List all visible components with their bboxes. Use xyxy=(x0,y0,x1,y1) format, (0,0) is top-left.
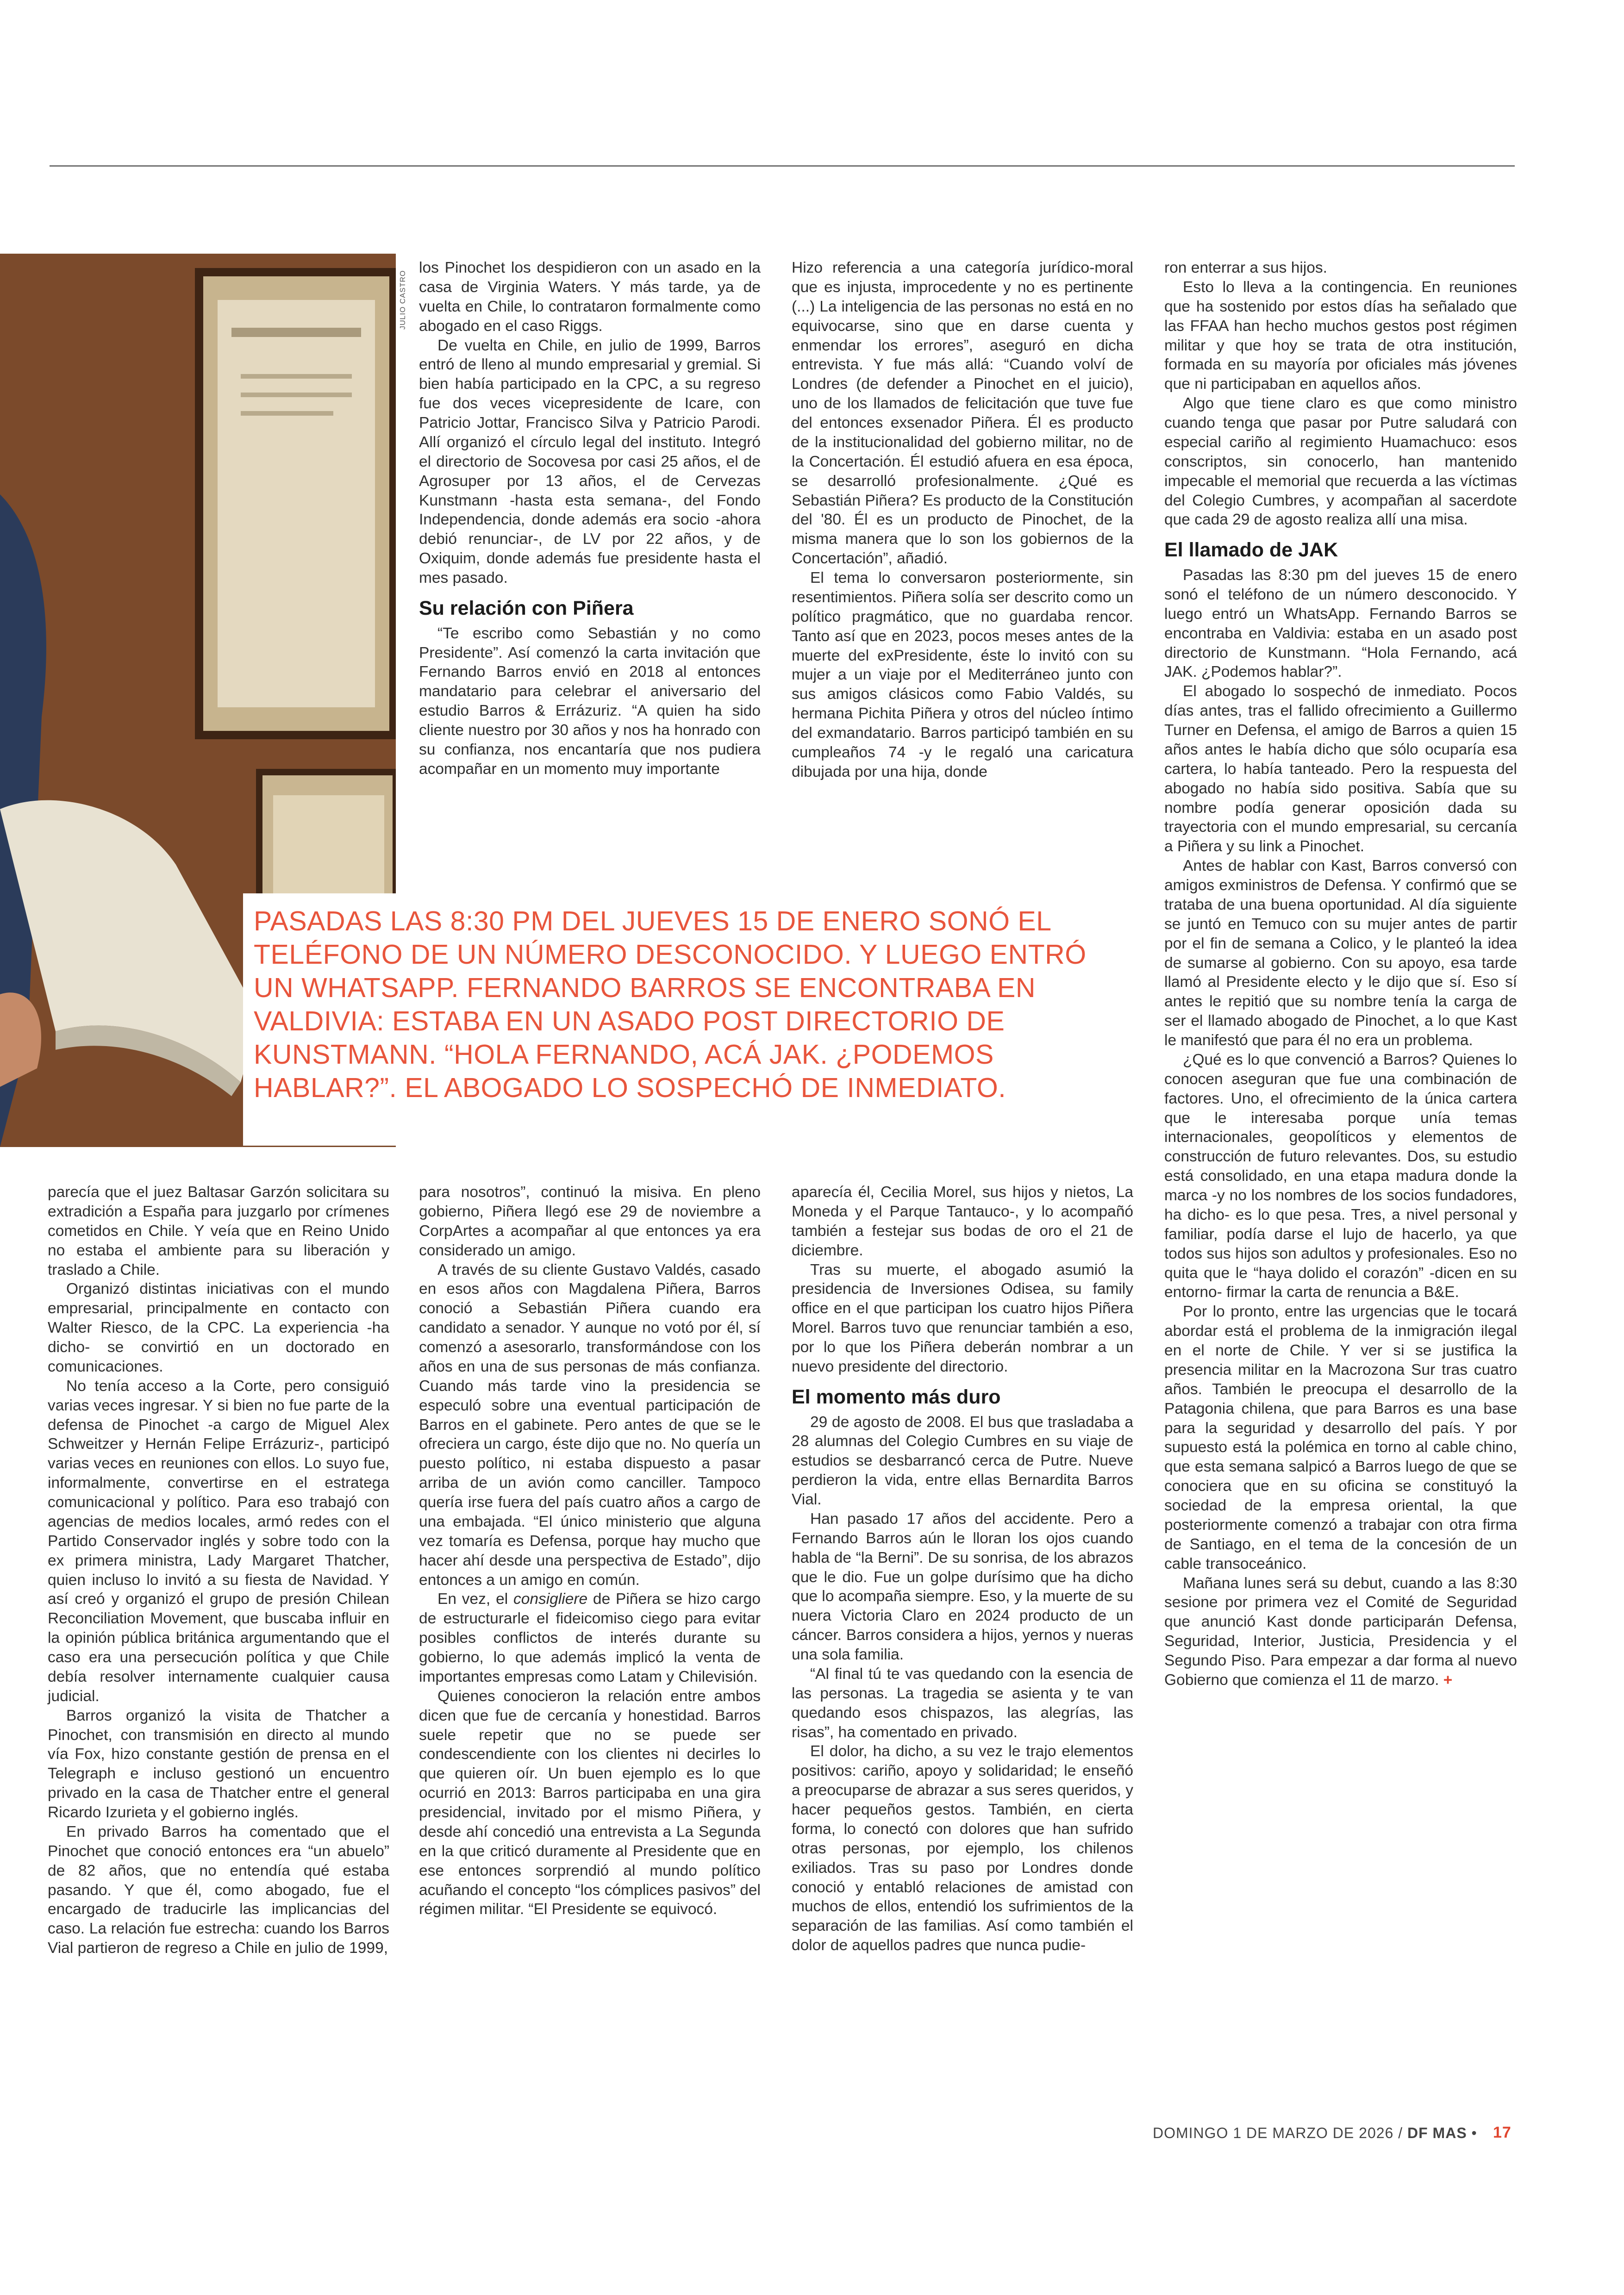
end-mark: + xyxy=(1443,1671,1453,1689)
page-footer xyxy=(1153,2124,1512,2142)
paragraph: Quienes conocieron la relación entre ambos dicen que fue de cercanía y honestidad. Barros suele repetir que no se puede ser condescendiente con los clientes ni decirles lo que quieren oír. Un buen ejemplo es lo que ocurrió en 2013: Barros participaba en una gira presidencial, invitado por el mismo Piñera, y desde ahí concedió una entrevista a La Segunda en la que criticó duramente al Presidente que en ese entonces sorprendió al mundo político acuñando el concepto “los cómplices pasivos” del régimen militar. “El Presidente se equivocó. xyxy=(419,1687,761,1918)
paragraph: ron enterrar a sus hijos. xyxy=(1164,259,1327,276)
pull-quote: PASADAS LAS 8:30 PM DEL JUEVES 15 DE ENERO SONÓ EL TELÉFONO DE UN NÚMERO DESCONOCIDO. Y LUEGO ENTRÓ UN WHATSAPP. FERNANDO BARROS SE ENCONTRABA EN VALDIVIA: ESTABA EN UN ASADO POST DIRECTORIO DE KUNSTMANN. “HOLA FERNANDO, ACÁ JAK. ¿PODEMOS HABLAR?”. EL ABOGADO LO SOSPECHÓ DE INMEDIATO. xyxy=(254,906,1087,1103)
section-heading-relacion: Su relación con Piñera xyxy=(419,597,634,619)
paragraph: No tenía acceso a la Corte, pero consiguió varias veces ingresar. Y si bien no fue parte de la defensa de Pinochet -a cargo de Miguel Alex Schweitzer y Hernán Felipe Errázuriz-, participó varias veces en reuniones con ellos. Lo suyo fue, informalmente, convertirse en el estratega comunicacional y político. Para eso trabajó con agencias de medios locales, armó redes con el Partido Conservador inglés y sobre todo con la ex primera ministra, Lady Margaret Thatcher, quien incluso lo invitó a su fiesta de Navidad. Y así creó y organizó el grupo de presión Chilean Reconciliation Movement, que buscaba influir en la opinión pública británica argumentando que el caso era una persecución política y que Chile debía resolver internamente cualquier causa judicial. xyxy=(48,1377,389,1705)
paragraph: Algo que tiene claro es que como ministro cuando tenga que pasar por Putre saludará con especial cariño al regimiento Huamachuco: esos conscriptos, sin conocerlo, han mantenido impecable el memorial que recuerda a las víctimas del Colegio Cumbres, y acompañan al sacerdote que cada 29 de agosto realiza allí una misa. xyxy=(1164,395,1517,529)
paragraph: Tras su muerte, el abogado asumió la presidencia de Inversiones Odisea, su family office en el que participan los cuatro hijos Piñera Morel. Barros tuvo que renunciar también a eso, por lo que los Piñera deberán nombrar a un nuevo presidente del directorio. xyxy=(792,1261,1133,1375)
paragraph: “Te escribo como Sebastián y no como Presidente”. Así comenzó la carta invitación que Fernando Barros envió en 2018 al entonces mandatario para celebrar el aniversario del estudio Barros & Errázuriz. “A quien ha sido cliente nuestro por 30 años y nos ha honrado con su confianza, nos encantaría que nos pudiera acompañar en un momento muy importante xyxy=(419,624,761,778)
paragraph: Hizo referencia a una categoría jurídico-moral que es injusta, improcedente y no es pertinente (...) La inteligencia de las personas no está en no equivocarse, sino que en darse cuenta y enmendar los errores”, aseguró en dicha entrevista. Y fue más allá: “Cuando volví de Londres (de defender a Pinochet en el juicio), uno de los llamados de felicitación que tuve fue del entonces exsenador Piñera. Él es producto de la institucionalidad del gobierno militar, no de la Concertación. Él estudió afuera en esa época, se desarrolló profesionalmente. ¿Qué es Sebastián Piñera? Es producto de la Constitución del '80. Él es un producto de Pinochet, de la misma manera que lo son los gobiernos de la Concertación”, añadió. xyxy=(792,259,1133,568)
italic-term: consigliere xyxy=(513,1590,588,1608)
paragraph: Por lo pronto, entre las urgencias que le tocará abordar está el problema de la inmigración ilegal en el norte de Chile. Y ver si se justifica la presencia militar en la Macrozona Sur tras cuatro años. También le preocupa el desarrollo de la Patagonia chilena, que para Barros es una base para la seguridad y desarrollo del país. Y por supuesto está la polémica en torno al cable chino, que esta semana salpicó a Barros luego de que se conociera que en su oficina se constituyó la sociedad de la empresa oriental, la que posteriormente comenzó a trabajar con otra firma de Santiago, en el tema de la concesión de un cable transoceánico. xyxy=(1164,1303,1517,1572)
paragraph-text: de Piñera se hizo cargo de estructurarle el fideicomiso ciego para evitar posibles conflictos de interés durante su gobierno, lo que además implicó la venta de importantes empresas como Latam y Chilevisión. xyxy=(419,1590,761,1685)
section-heading-momento: El momento más duro xyxy=(792,1385,1001,1408)
paragraph: El abogado lo sospechó de inmediato. Pocos días antes, tras el fallido ofrecimiento a Guillermo Turner en Defensa, el amigo de Barros a quien 15 años antes le había dicho que sólo ocuparía esa cartera, lo había tanteado. Pero la respuesta del abogado no había sido positiva. Sabía que su nombre podía generar oposición dada su trayectoria con el mundo empresarial, su cercanía a Piñera y su link a Pinochet. xyxy=(1164,683,1517,855)
page-number: 17 xyxy=(1493,2124,1512,2141)
bottom-column-3 xyxy=(792,1183,1133,1955)
paragraph: aparecía él, Cecilia Morel, sus hijos y nietos, La Moneda y el Parque Tantauco-, y lo acompañó también a festejar sus bodas de oro el 21 de diciembre. xyxy=(792,1184,1133,1259)
paragraph: Pasadas las 8:30 pm del jueves 15 de enero sonó el teléfono de un número desconocido. Y luego entró un WhatsApp. Fernando Barros se encontraba en Valdivia: estaba en un asado post directorio de Kunstmann. “Hola Fernando, acá JAK. ¿Podemos hablar?”. xyxy=(1164,567,1517,681)
right-column xyxy=(1164,258,1517,1690)
paragraph: ¿Qué es lo que convenció a Barros? Quienes lo conocen aseguran que fue una combinación de factores. Uno, el ofrecimiento de la única cartera que le interesaba porque unía temas internacionales, geopolíticos y elementos de construcción de futuro relevantes. Dos, su estudio está consolidado, en una etapa madura donde la marca -y no los nombres de los socios fundadores, ha dicho- es lo que pesa. Tres, a nivel personal y familiar, podía darse el lujo de hacerlo, ya que todos sus hijos son adultos y profesionales. Eso no quita que le “haya dolido el corazón” -dicen en su entorno- firmar la carta de renuncia a B&E. xyxy=(1164,1051,1517,1301)
paragraph xyxy=(419,1590,761,1686)
paragraph: El tema lo conversaron posteriormente, sin resentimientos. Piñera solía ser descrito como un político pragmático, que no guardaba rencor. Tanto así que en 2023, pocos meses antes de la muerte del exPresidente, éste lo invitó con su mujer a un viaje por el Mediterráneo junto con sus amigos clásicos como Fabio Valdés, su hermana Pichita Piñera y otros del núcleo íntimo del exmandatario. Barros participó también en su cumpleaños 74 -y le regaló una caricatura dibujada por una hija, donde xyxy=(792,569,1133,780)
paragraph: Han pasado 17 años del accidente. Pero a Fernando Barros aún le lloran los ojos cuando habla de “la Berni”. De su sonrisa, de los abrazos que le dio. Fue un golpe durísimo que ha dicho que lo acompaña siempre. Eso, y la muerte de su nuera Victoria Claro en 2024 producto de un cáncer. Barros considera a hijos, yernos y nueras una sola familia. xyxy=(792,1510,1133,1663)
paragraph: Organizó distintas iniciativas con el mundo empresarial, principalmente en contacto con Walter Riesco, de la CPC. La experiencia -ha dicho- se convirtió en un doctorado en comunicaciones. xyxy=(48,1280,389,1375)
paragraph-final xyxy=(1164,1574,1517,1690)
paragraph: parecía que el juez Baltasar Garzón solicitara su extradición a España para juzgarlo por crímenes cometidos en Chile. Y veía que en Reino Unido no estaba el ambiente para su liberación y traslado a Chile. xyxy=(48,1184,389,1278)
header-rule xyxy=(50,165,1515,167)
bottom-column-2 xyxy=(419,1183,761,1919)
paragraph: El dolor, ha dicho, a su vez le trajo elementos positivos: cariño, apoyo y solidaridad; le enseñó a preocuparse de abrazar a sus seres queridos, y hacer pequeños gestos. También, en cierta forma, lo conectó con dolores que han sufrido otras personas, por ejemplo, los chilenos exiliados. Tras su paso por Londres donde conoció y entabló relaciones de amistad con muchos de ellos, entendió los sufrimientos de la separación de las familias. Así como también el dolor de aquellos padres que nunca pudie- xyxy=(792,1743,1133,1954)
paragraph: los Pinochet los despidieron con un asado en la casa de Virginia Waters. Y más tarde, ya de vuelta en Chile, lo contrataron formalmente como abogado en el caso Riggs. xyxy=(419,259,761,335)
footer-dot: • xyxy=(1471,2125,1477,2141)
paragraph: para nosotros”, continuó la misiva. En pleno gobierno, Piñera llegó ese 29 de noviembre a CorpArtes a acompañar al que entonces ya era considerado un amigo. xyxy=(419,1184,761,1259)
paragraph: A través de su cliente Gustavo Valdés, casado en esos años con Magdalena Piñera, Barros conoció a Sebastián Piñera cuando era candidato a senador. Y aunque no votó por él, sí comenzó a asesorarlo, transformándose con los años en una de sus personas de más confianza. Cuando más tarde vino la presidencia se especuló sobre una eventual participación de Barros en el gabinete. Pero antes de que se le ofreciera un cargo, éste dijo que no. No quería un puesto político, ni estaba dispuesto a pasar arriba de un avión como canciller. Tampoco quería irse fuera del país cuatro años a cargo de una embajada. “El único ministerio que alguna vez tomaría es Defensa, porque hay mucho que hacer ahí desde una perspectiva de Estado”, dijo entonces a un amigo en común. xyxy=(419,1261,761,1589)
footer-date: DOMINGO 1 DE MARZO DE 2026 xyxy=(1153,2125,1394,2141)
footer-brand: DF MAS xyxy=(1407,2125,1467,2141)
paragraph-text: Mañana lunes será su debut, cuando a las 8:30 sesione por primera vez el Comité de Seguridad que anunció Kast donde participarán Defensa, Seguridad, Interior, Justicia, Presidencia y el Segundo Piso. Para empezar a dar forma al nuevo Gobierno que comienza el 11 de marzo. xyxy=(1164,1574,1517,1689)
paragraph: Antes de hablar con Kast, Barros conversó con amigos exministros de Defensa. Y confirmó que se trataba de una buena oportunidad. Al día siguiente se juntó en Temuco con su mujer antes de partir por el fin de semana a Colico, y le planteó la idea de sumarse al gobierno. Con su apoyo, esa tarde llamó al Presidente electo y le dijo que sí. Eso sí antes le repitió que su nombre tenía la carga de ser el llamado abogado de Pinochet, a lo que Kast le manifestó que para él no era un problema. xyxy=(1164,857,1517,1049)
paragraph: 29 de agosto de 2008. El bus que trasladaba a 28 alumnas del Colegio Cumbres en su viaje de estudios se desbarrancó cerca de Putre. Nueve perdieron la vida, entre ellas Bernardita Barros Vial. xyxy=(792,1413,1133,1508)
paragraph-text: En vez, el xyxy=(437,1590,513,1608)
photo-credit: JULIO CASTRO xyxy=(399,270,407,330)
section-heading-jak: El llamado de JAK xyxy=(1164,539,1338,561)
bottom-column-1 xyxy=(48,1183,389,1958)
top-column-1 xyxy=(419,258,761,779)
paragraph: “Al final tú te vas quedando con la esencia de las personas. La tragedia se asienta y te van quedando esos chispazos, las alegrías, las risas”, ha comentado en privado. xyxy=(792,1665,1133,1741)
paragraph: De vuelta en Chile, en julio de 1999, Barros entró de lleno al mundo empresarial y gremial. Si bien había participado en la CPC, a su regreso fue dos veces vicepresidente de Icare, con Patricio Jottar, Francisco Silva y Patricio Parodi. Allí organizó el círculo legal del instituto. Integró el directorio de Socovesa por casi 25 años, el de Agrosuper por 13 años, el de Cervezas Kunstmann -hasta esta semana-, del Fondo Independencia, donde además era socio -ahora debió renunciar-, de LV por 22 años, y de Oxiquim, donde además fue presidente hasta el mes pasado. xyxy=(419,337,761,586)
paragraph: Esto lo lleva a la contingencia. En reuniones que ha sostenido por estos días ha señalado que las FFAA han hecho muchos gestos post régimen militar y que hoy se trata de otra institución, formada en su mayoría por oficiales más jóvenes que ni participaban en aquellos años. xyxy=(1164,278,1517,393)
footer-separator: / xyxy=(1398,2125,1403,2141)
paragraph: En privado Barros ha comentado que el Pinochet que conoció entonces era “un abuelo” de 82 años, que no entendía qué estaba pasando. Y que él, como abogado, fue el encargado de traducirle las implicancias del caso. La relación fue estrecha: cuando los Barros Vial partieron de regreso a Chile en julio de 1999, xyxy=(48,1823,389,1957)
paragraph: Barros organizó la visita de Thatcher a Pinochet, con transmisión en directo al mundo vía Fox, hizo constante gestión de prensa en el Telegraph e incluso gestionó un encuentro privado en la casa de Thatcher entre el general Ricardo Izurieta y el gobierno inglés. xyxy=(48,1707,389,1821)
top-column-2 xyxy=(792,258,1133,782)
